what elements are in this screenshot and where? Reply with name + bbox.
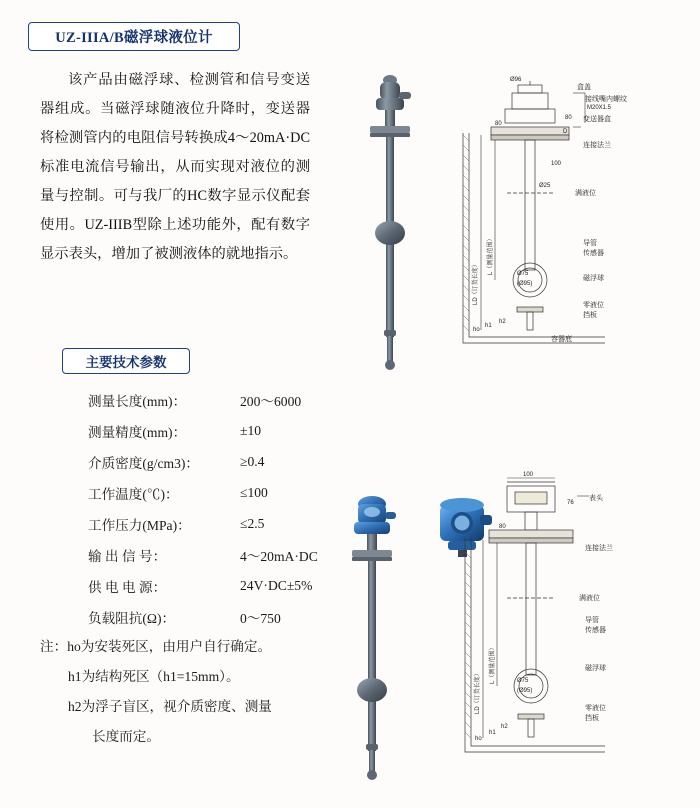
- drawing-label: 磁浮球: [583, 275, 604, 282]
- drawing-label: 磁浮球: [585, 665, 606, 672]
- drawing-label: 零液位: [585, 705, 606, 712]
- spec-value: ≤100: [240, 484, 268, 500]
- note-line: 长度而定。: [92, 729, 160, 744]
- dim-label: LD（订货长度）: [475, 670, 481, 714]
- product-photo-top: [350, 68, 430, 378]
- section-title: 主要技术参数: [85, 355, 167, 370]
- drawing-label: 连接法兰: [585, 545, 613, 552]
- spec-key: 输 出 信 号：: [88, 548, 167, 564]
- drawing-label: 连接法兰: [583, 142, 611, 149]
- dim-label: 100: [523, 472, 534, 478]
- spec-value: 200～6000: [240, 393, 302, 409]
- spec-key: 工作温度(℃)：: [88, 486, 179, 502]
- dim-label: Ø25: [539, 183, 551, 189]
- drawing-label: 表头: [589, 495, 603, 502]
- drawing-label: M20X1.5: [587, 105, 612, 111]
- drawing-label: 传感器: [585, 627, 606, 634]
- dim-label: h1: [485, 323, 492, 329]
- dim-label: 100: [551, 161, 562, 167]
- dim-label: Ø96: [510, 77, 522, 83]
- note-line: [40, 632, 340, 662]
- drawing-label: 挡板: [585, 715, 599, 722]
- dim-label: Ø75: [517, 678, 529, 684]
- drawing-label: 导管: [585, 617, 599, 624]
- dim-label: 80: [499, 524, 506, 530]
- spec-key: 工作压力(MPa)：: [88, 517, 191, 533]
- drawing-label: 接线嘴内螺纹: [585, 96, 627, 103]
- page-title: UZ-IIIA/B磁浮球液位计: [55, 30, 213, 46]
- table-row: [88, 384, 388, 415]
- dim-label: 76: [567, 500, 574, 506]
- drawing-label: 传感器: [583, 250, 604, 257]
- drawing-label: 变送器盒: [583, 116, 611, 123]
- dim-label: 80: [495, 121, 502, 127]
- table-row: [88, 446, 388, 477]
- dim-label: h1: [489, 730, 496, 736]
- page-title-box: [28, 22, 240, 51]
- dim-label: Ø75: [517, 271, 529, 277]
- spec-key: 介质密度(g/cm3)：: [88, 455, 199, 471]
- section-header-box: [62, 348, 190, 374]
- drawing-label: 零液位: [583, 302, 604, 309]
- intro-paragraph: 该产品由磁浮球、检测管和信号变送器组成。当磁浮球随液位升降时，变送器将检测管内的电阻信号转换成4～20mA·DC标准电流信号输出，从而实现对液位的测量与控制。可与我厂的HC数字显示仪配套使用。UZ-IIIB型除上述功能外，配有数字显示表头，增加了被测液体的就地指示。: [40, 72, 310, 262]
- spec-key: 测量精度(mm)：: [88, 424, 187, 440]
- drawing-label: 挡板: [583, 312, 597, 319]
- dim-label: h2: [501, 724, 508, 730]
- dim-label: (Ø95): [517, 281, 533, 287]
- technical-drawing-top: [455, 75, 685, 365]
- drawing-label: 容器底: [551, 336, 572, 343]
- note-line: h1为结构死区（h1=15mm）。: [68, 669, 240, 684]
- dim-label: LD（订货长度）: [473, 261, 479, 305]
- spec-value: ≤2.5: [240, 515, 265, 531]
- dim-label: h2: [499, 319, 506, 325]
- dim-label: 80: [565, 115, 572, 121]
- spec-key: 测量长度(mm)：: [88, 393, 187, 409]
- spec-key: 负载阻抗(Ω)：: [88, 610, 176, 626]
- drawing-label: 导管: [583, 240, 597, 247]
- product-photo-bottom: [330, 490, 420, 790]
- drawing-label: 满液位: [575, 190, 596, 197]
- spec-key: 供 电 电 源：: [88, 579, 167, 595]
- technical-drawing-bottom: [455, 470, 685, 770]
- notes-block: [40, 632, 340, 752]
- dim-label: ho: [475, 736, 482, 742]
- notes-label: 注：: [40, 639, 68, 654]
- spec-value: 4～20mA·DC: [240, 548, 318, 564]
- note-line: h2为浮子盲区，视介质密度、测量: [68, 699, 272, 714]
- spec-value: 0～750: [240, 610, 281, 626]
- dim-label: L（测量范围）: [490, 644, 496, 684]
- note-text: ho为安装死区，由用户自行确定。: [67, 639, 272, 654]
- dim-label: L（测量范围）: [488, 235, 494, 275]
- spec-value: 24V·DC±5%: [240, 577, 313, 593]
- table-row: [88, 415, 388, 446]
- drawing-label: 盒盖: [577, 84, 591, 91]
- spec-value: ≥0.4: [240, 453, 265, 469]
- drawing-label: 满液位: [579, 595, 600, 602]
- dim-label: ho: [473, 327, 480, 333]
- dim-label: D: [563, 129, 568, 135]
- spec-value: ±10: [240, 422, 262, 438]
- dim-label: (Ø95): [517, 688, 533, 694]
